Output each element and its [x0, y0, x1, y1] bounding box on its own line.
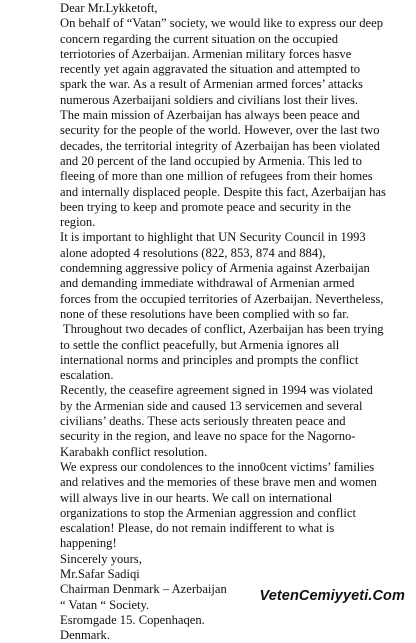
letter-line: international norms and principles and prompts the conflict [60, 352, 359, 367]
letter-signoff: Sincerely yours, [60, 551, 142, 566]
letter-line: We express our condolences to the inno0cent victims’ families [60, 459, 375, 474]
letter-line: Throughout two decades of conflict, Azerbaijan has been trying [60, 322, 384, 337]
letter-line: concern regarding the current situation on the occupied [60, 31, 339, 46]
letter-line: alone adopted 4 resolutions (822, 853, 874 and 884), [60, 245, 326, 260]
letter-line: recently yet again aggravated the situation and attempted to [60, 62, 361, 77]
letter-line: escalation. [60, 368, 114, 383]
letter-country: Denmark. [60, 628, 111, 643]
letter-line: escalation! Please, do not remain indifferent to what is [60, 521, 335, 536]
letter-line: been trying to keep and promote peace and security in the [60, 199, 351, 214]
letter-signatory-title: Chairman Denmark – Azerbaijan [60, 582, 227, 597]
letter-line: by the Armenian side and caused 13 servicemen and several [60, 398, 363, 413]
letter-line: numerous Azerbaijani soldiers and civilians lost their lives. [60, 92, 358, 107]
letter-line: and internally displaced people. Despite this fact, Azerbaijan has [60, 184, 386, 199]
letter-line: and demanding immediate withdrawal of Armenian armed [60, 276, 355, 291]
letter-line: It is important to highlight that UN Security Council in 1993 [60, 230, 366, 245]
letter-line: decades, the territorial integrity of Azerbaijan has been violated [60, 138, 380, 153]
letter-line: and 20 percent of the land occupied by Armenia. This led to [60, 153, 362, 168]
letter-line: none of these resolutions have been complied with so far. [60, 306, 349, 321]
letter-line: security for the people of the world. However, over the last two [60, 123, 380, 138]
letter-line: and relatives and the memories of these brave men and women [60, 475, 377, 490]
letter-line: The main mission of Azerbaijan has always been peace and [60, 108, 360, 123]
letter-line: organizations to stop the Armenian aggression and conflict [60, 505, 357, 520]
letter-signatory-name: Mr.Safar Sadiqi [60, 566, 140, 581]
letter-line: to settle the conflict peacefully, but Armenia ignores all [60, 337, 340, 352]
letter-organization: “ Vatan “ Society. [60, 597, 150, 612]
letter-address: Esromgade 15. Copenhaqen. [60, 612, 205, 627]
letter-body [60, 1, 410, 643]
letter-line: Karabakh conflict resolution. [60, 444, 208, 459]
letter-line: condemning aggressive policy of Armenia against Azerbaijan [60, 261, 370, 276]
letter-line: region. [60, 215, 96, 230]
letter-line: will always live in our hearts. We call on international [60, 490, 333, 505]
letter-line: happening! [60, 536, 117, 551]
letter-line: forces from the occupied territories of Azerbaijan. Nevertheless, [60, 291, 384, 306]
letter-line: terriotories of Azerbaijan. Armenian military forces hasve [60, 46, 352, 61]
letter-line: fleeing of more than one million of refugees from their homes [60, 169, 373, 184]
letter-line: security in the region, and leave no space for the Nagorno- [60, 429, 356, 444]
watermark-text: VetenCemiyyeti.Com [259, 588, 405, 604]
letter-line: Dear Mr.Lykketoft, [60, 1, 158, 15]
letter-line: Recently, the ceasefire agreement signed in 1994 was violated [60, 383, 373, 398]
letter-line: spark the war. As a result of Armenian armed forces’ attacks [60, 77, 363, 92]
letter-line: On behalf of “Vatan” society, we would like to express our deep [60, 16, 384, 31]
letter-line: civilians’ deaths. These acts seriously threaten peace and [60, 414, 346, 429]
